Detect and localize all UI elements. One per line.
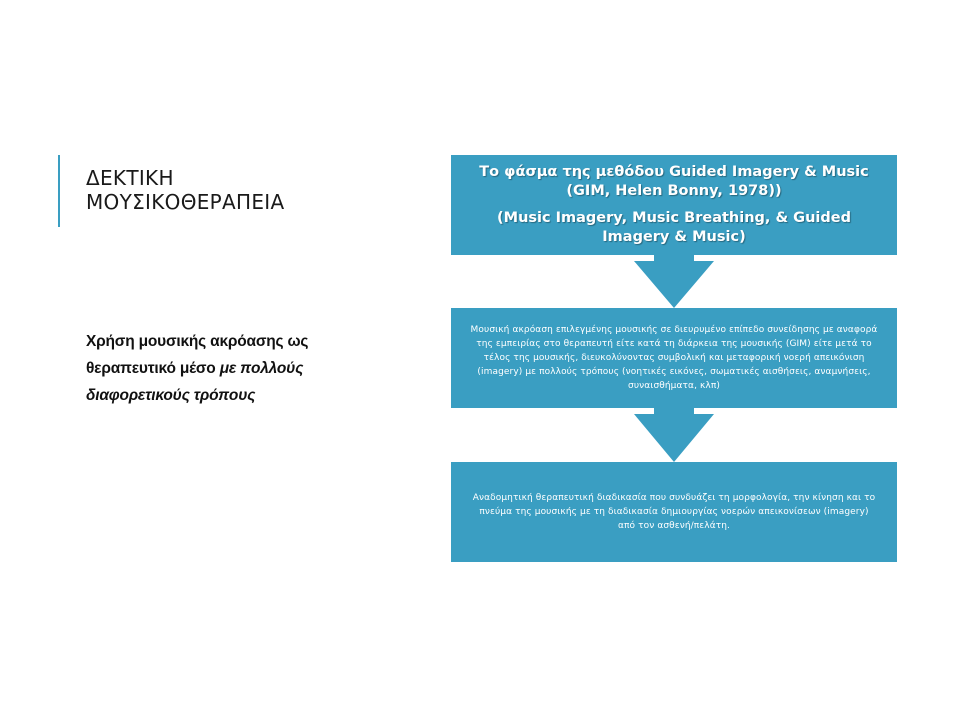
flow-box-music-listening xyxy=(451,308,897,408)
down-arrow-icon xyxy=(634,255,714,308)
subtitle-plain: Χρήση μουσικής ακρόασης ως θεραπευτικό μέσο xyxy=(86,333,309,377)
slide-title xyxy=(86,166,386,214)
flow-box-reconstructive-process xyxy=(451,462,897,562)
slide-title-line-2: ΜΟΥΣΙΚΟΘΕΡΑΠΕΙΑ xyxy=(86,190,285,214)
flow-box-3-text: Αναδομητική θεραπευτική διαδικασία που συνδυάζει τη μορφολογία, την κίνηση και το πνεύμα της μουσικής με τη διαδικασία δημιουργίας νοερών απεικονίσεων (imagery) από τον ασθενή/πελάτη. xyxy=(472,493,876,531)
subtitle xyxy=(86,328,376,409)
flow-box-1-line-1: Το φάσμα της μεθόδου Guided Imagery & Music (GIM, Helen Bonny, 1978)) xyxy=(479,164,869,199)
slide-title-line-1: ΔΕΚΤΙΚΗ xyxy=(86,166,174,190)
flow-box-gim-spectrum xyxy=(451,155,897,255)
title-accent-bar xyxy=(58,155,60,227)
flow-box-2-text: Μουσική ακρόαση επιλεγμένης μουσικής σε διευρυμένο επίπεδο συνείδησης με αναφορά της εμπειρίας στο θεραπευτή είτε κατά τη διάρκεια της μουσικής (GIM) είτε μετά το τέλος της μουσικής, διευκολύνοντας συμβολική και μεταφορική νοερή απεικόνιση (imagery) με πολλούς τρόπους (νοητικές εικόνες, σωματικές αισθήσεις, αναμνήσεις, συναισθήματα, κλπ) xyxy=(470,325,878,391)
down-arrow-icon xyxy=(634,408,714,462)
flow-box-1-line-2: (Music Imagery, Music Breathing, & Guided Imagery & Music) xyxy=(497,210,851,245)
subtitle-italic: με πολλούς διαφορετικούς τρόπους xyxy=(86,360,304,404)
